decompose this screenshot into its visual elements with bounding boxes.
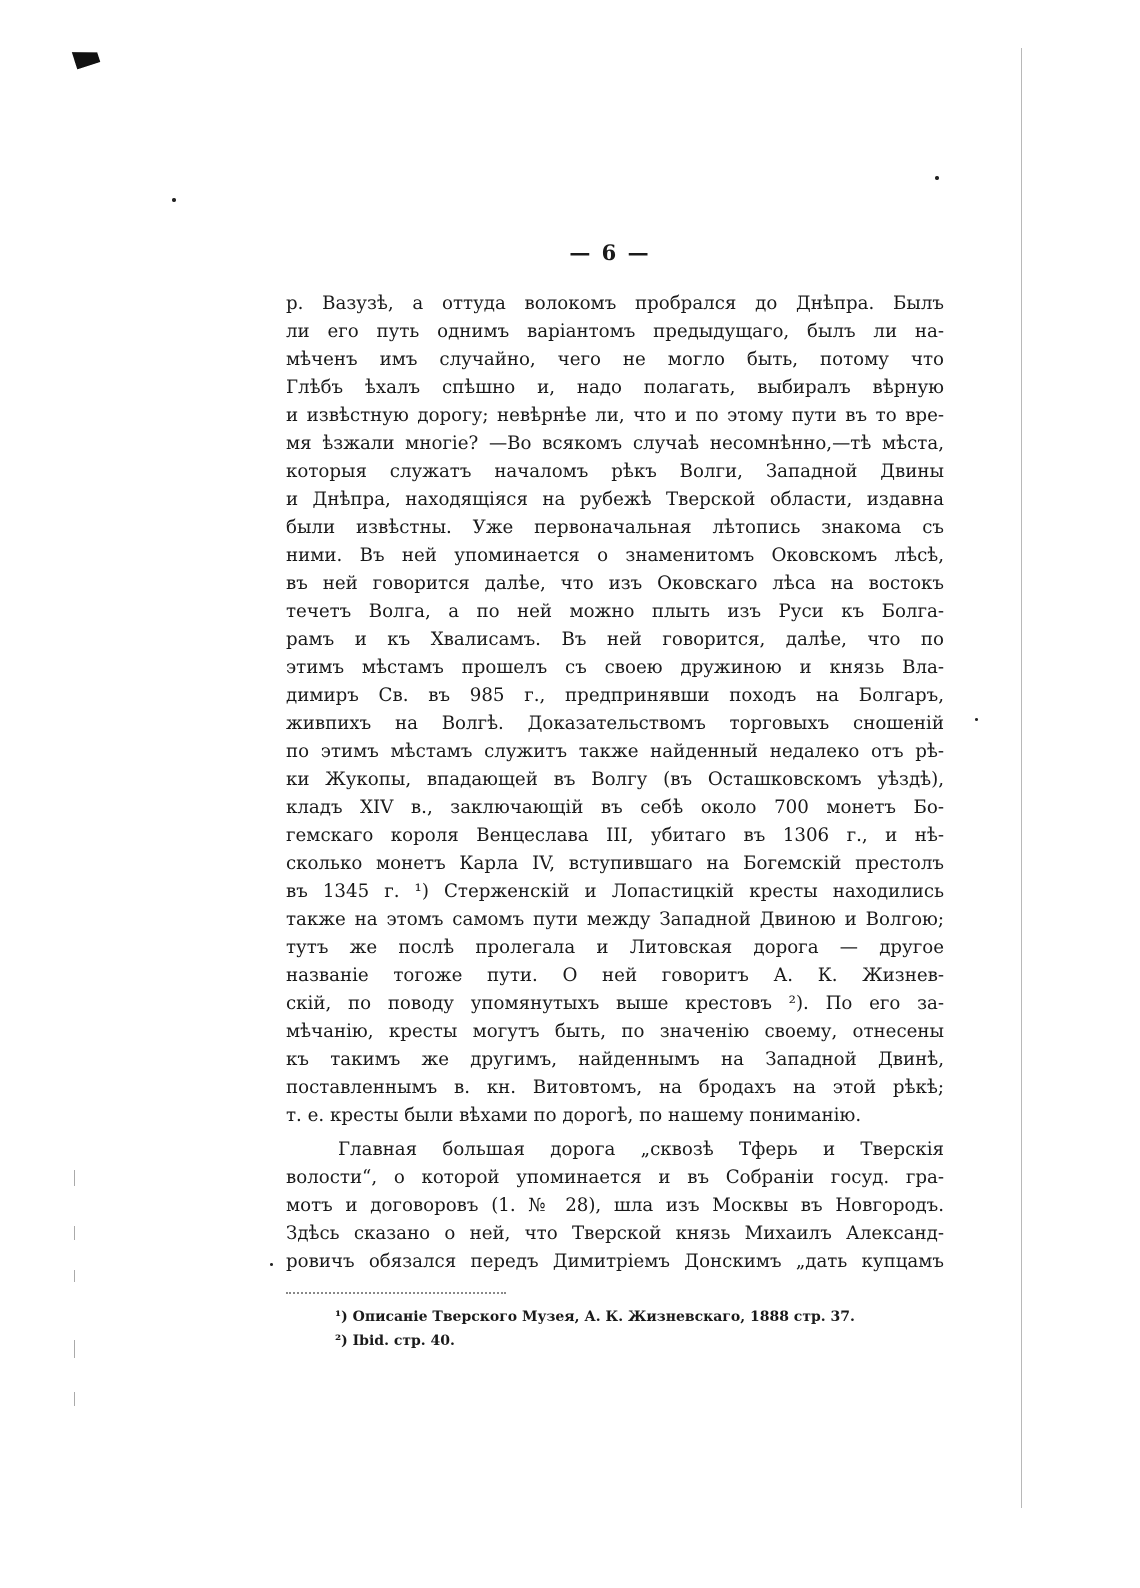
paragraph-2 — [286, 1136, 944, 1294]
cut-off-line — [286, 1278, 506, 1294]
margin-mark — [74, 1226, 75, 1240]
text-line: ровичъ обязался передъ Димитріемъ Донскимъ „дать купцамъ — [286, 1251, 944, 1272]
text-line: названіе тогоже пути. О ней говоритъ А. К. Жизнев- — [286, 965, 944, 986]
text-line: также на этомъ самомъ пути между Западной Двиною и Волгою; — [286, 909, 944, 930]
text-line: мѣчанію, кресты могутъ быть, по значенію своему, отнесены — [286, 1021, 944, 1042]
ink-speck — [172, 198, 176, 202]
text-line: ки Жукопы, впадающей въ Волгу (въ Осташковскомъ уѣздѣ), — [286, 769, 944, 790]
text-line: въ ней говорится далѣе, что изъ Оковскаго лѣса на востокъ — [286, 573, 944, 594]
text-line: т. е. кресты были вѣхами по дорогѣ, по нашему пониманію. — [286, 1105, 862, 1126]
text-line: мѣченъ имъ случайно, чего не могло быть, потому что — [286, 349, 944, 370]
text-line: Главная большая дорога „сквозѣ Тферь и Тверскія — [338, 1139, 944, 1160]
footnote-2: ²) Ibid. стр. 40. — [335, 1333, 455, 1349]
text-line: скій, по поводу упомянутыхъ выше крестовъ ²). По его за- — [286, 993, 944, 1014]
page-number: — 6 — — [569, 240, 651, 265]
text-line: р. Вазузѣ, а оттуда волокомъ пробрался до Днѣпра. Былъ — [286, 293, 944, 314]
text-line: мя ѣзжали многіе? —Во всякомъ случаѣ несомнѣнно,—тѣ мѣста, — [286, 433, 944, 454]
text-line: Глѣбъ ѣхалъ спѣшно и, надо полагать, выбиралъ вѣрную — [286, 377, 944, 398]
text-line: гемскаго короля Венцеслава III, убитаго въ 1306 г., и нѣ- — [286, 825, 944, 846]
body-text — [286, 290, 944, 1294]
margin-mark — [74, 1392, 75, 1406]
text-line: кладъ XIV в., заключающій въ себѣ около 700 монетъ Бо- — [286, 797, 944, 818]
text-line: были извѣстны. Уже первоначальная лѣтопись знакома съ — [286, 517, 944, 538]
margin-mark — [74, 1270, 75, 1282]
corner-mark-icon — [72, 45, 100, 70]
ink-speck — [270, 1263, 273, 1266]
text-line: этимъ мѣстамъ прошелъ съ своею дружиною и князь Вла- — [286, 657, 944, 678]
text-line: ними. Въ ней упоминается о знаменитомъ Оковскомъ лѣсѣ, — [286, 545, 944, 566]
text-line: и Днѣпра, находящіяся на рубежѣ Тверской области, издавна — [286, 489, 944, 510]
text-line: Здѣсь сказано о ней, что Тверской князь Михаилъ Александ- — [286, 1223, 944, 1244]
text-line: сколько монетъ Карла IV, вступившаго на Богемскій престолъ — [286, 853, 944, 874]
text-line: къ такимъ же другимъ, найденнымъ на Западной Двинѣ, — [286, 1049, 944, 1070]
text-line: волости“, о которой упоминается и въ Собраніи госуд. гра- — [286, 1167, 944, 1188]
text-line: которыя служатъ началомъ рѣкъ Волги, Западной Двины — [286, 461, 944, 482]
text-line: въ 1345 г. ¹) Стерженскій и Лопастицкій кресты находились — [286, 881, 944, 902]
text-line: живпихъ на Волгѣ. Доказательствомъ торговыхъ сношеній — [286, 713, 944, 734]
text-line: по этимъ мѣстамъ служитъ также найденный недалеко отъ рѣ- — [286, 741, 944, 762]
footnotes — [335, 1305, 955, 1353]
margin-mark — [74, 1170, 75, 1186]
paragraph-1 — [286, 290, 944, 1130]
text-line: мотъ и договоровъ (1. № 28), шла изъ Москвы въ Новгородъ. — [286, 1195, 944, 1216]
footnote-1: ¹) Описаніе Тверского Музея, А. К. Жизневскаго, 1888 стр. 37. — [335, 1309, 855, 1325]
text-line: и извѣстную дорогу; невѣрнѣе ли, что и по этому пути въ то вре- — [286, 405, 944, 426]
text-line: тутъ же послѣ пролегала и Литовская дорога — другое — [286, 937, 944, 958]
margin-mark — [74, 1340, 75, 1358]
page-edge-line — [1021, 48, 1022, 1508]
text-line: течетъ Волга, а по ней можно плыть изъ Руси къ Болга- — [286, 601, 944, 622]
text-line: ли его путь однимъ варіантомъ предыдущаго, былъ ли на- — [286, 321, 944, 342]
ink-speck — [975, 718, 978, 721]
text-line: димиръ Св. въ 985 г., предпринявши походъ на Болгаръ, — [286, 685, 944, 706]
text-line: поставленнымъ в. кн. Витовтомъ, на бродахъ на этой рѣкѣ; — [286, 1077, 944, 1098]
ink-speck — [935, 176, 939, 180]
text-line: рамъ и къ Хвалисамъ. Въ ней говорится, далѣе, что по — [286, 629, 944, 650]
